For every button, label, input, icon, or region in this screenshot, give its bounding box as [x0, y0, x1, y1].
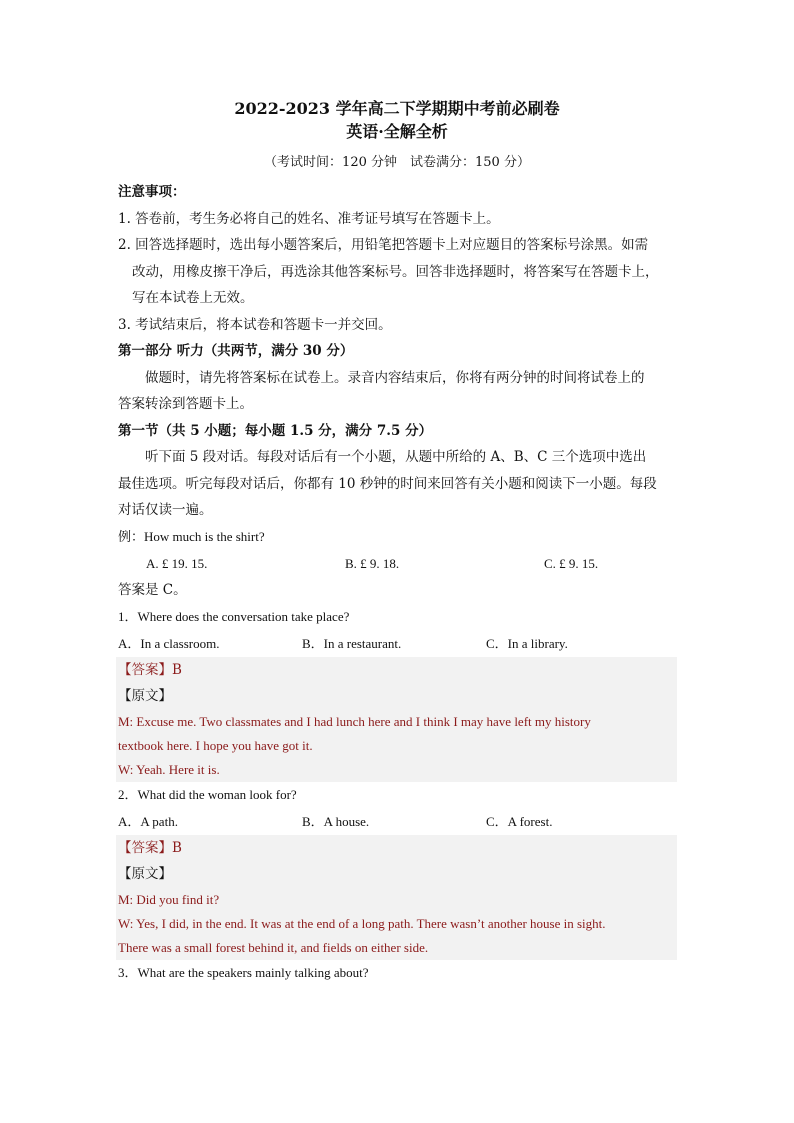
example-option-c: C. £ 9. 15.: [544, 556, 599, 571]
notes-item-2: 2. 回答选择题时，选出每小题答案后，用铅笔把答题卡上对应题目的答案标号涂黑。如需: [118, 237, 649, 253]
example-answer: 答案是 C。: [118, 582, 187, 598]
question-2-transcript-line-2: W: Yes, I did, in the end. It was at the end of a long path. There wasn’t another house in sight.: [118, 915, 606, 931]
notes-item-3: 3. 考试结束后，将本试卷和答题卡一并交回。: [118, 316, 392, 333]
notes-item-1: 1. 答卷前，考生务必将自己的姓名、准考证号填写在答题卡上。: [118, 210, 500, 227]
section1-instruction: 听下面 5 段对话。每段对话后有一个小题，从题中所给的 A、B、C 三个选项中选出: [145, 449, 647, 465]
question-2-answer-block: [116, 835, 677, 960]
question-1-answer-block: [116, 657, 677, 782]
question-1-transcript-line-3: W: Yeah. Here it is.: [118, 761, 220, 777]
notes-item-2-cont: 改动，用橡皮擦干净后，再选涂其他答案标号。回答非选择题时，将答案写在答题卡上，: [132, 263, 659, 280]
question-1-option-b: B．In a restaurant.: [302, 635, 402, 651]
part1-heading: 第一部分 听力（共两节，满分 30 分）: [118, 343, 354, 359]
part1-instruction: 做题时，请先将答案标在试卷上。录音内容结束后，你将有两分钟的时间将试卷上的: [145, 369, 645, 386]
question-1-stem: 1．Where does the conversation take place?: [118, 608, 350, 624]
example-options: [118, 550, 676, 577]
question-1-options: [118, 630, 676, 657]
question-1-answer: 【答案】B: [118, 661, 182, 678]
question-1-transcript-line-2: textbook here. I hope you have got it.: [118, 737, 313, 753]
section1-instruction-cont: 最佳选项。听完每段对话后，你都有 10 秒钟的时间来回答有关小题和阅读下一小题。每段: [118, 475, 657, 492]
notes-item-2-cont2: 写在本试卷上无效。: [132, 290, 254, 306]
section1-instruction-cont2: 对话仅读一遍。: [118, 502, 213, 518]
question-1-original-label: 【原文】: [118, 687, 172, 704]
question-3-stem: 3．What are the speakers mainly talking about?: [118, 964, 369, 980]
question-2-option-a: A．A path.: [118, 813, 178, 829]
part1-instruction-cont: 答案转涂到答题卡上。: [118, 396, 253, 412]
question-2-original-label: 【原文】: [118, 865, 172, 882]
document-subtitle: 英语·全解全析: [346, 122, 448, 141]
notes-heading: 注意事项：: [118, 184, 186, 200]
question-1-transcript-line-1: M: Excuse me. Two classmates and I had lunch here and I think I may have left my history: [118, 713, 591, 729]
question-2-answer: 【答案】B: [118, 839, 182, 856]
question-1-option-c: C．In a library.: [486, 635, 568, 651]
question-2-option-b: B．A house.: [302, 813, 370, 829]
question-2-option-c: C．A forest.: [486, 813, 553, 829]
question-2-stem: 2．What did the woman look for?: [118, 786, 297, 802]
section1-heading: 第一节（共 5 小题；每小题 1.5 分，满分 7.5 分）: [118, 422, 433, 439]
document-title: 2022-2023 学年高二下学期期中考前必刷卷: [234, 99, 560, 118]
question-2-transcript-line-1: M: Did you find it?: [118, 891, 220, 907]
example-option-a: A. £ 19. 15.: [146, 556, 208, 571]
example-question: 例：How much is the shirt?: [118, 528, 265, 544]
question-2-transcript-line-3: There was a small forest behind it, and fields on either side.: [118, 939, 429, 955]
question-2-options: [118, 808, 676, 835]
example-option-b: B. £ 9. 18.: [345, 556, 400, 571]
question-1-option-a: A．In a classroom.: [118, 635, 220, 651]
exam-info: （考试时间：120 分钟 试卷满分：150 分）: [264, 155, 530, 170]
